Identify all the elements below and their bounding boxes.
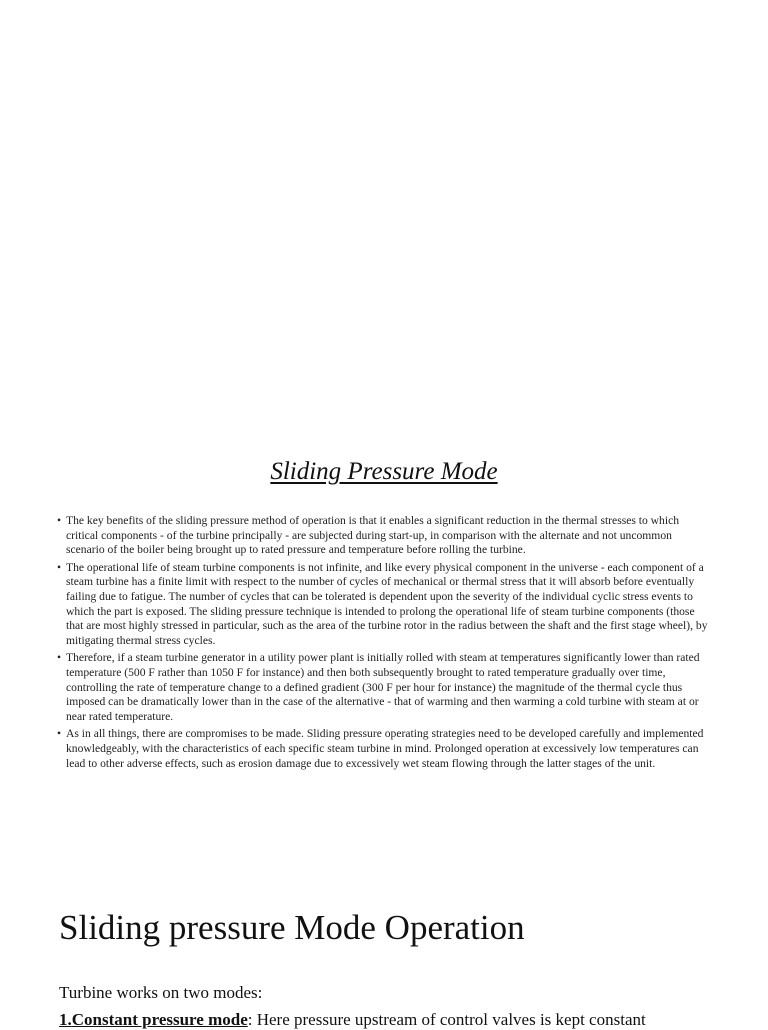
mode-1-title: Constant pressure mode	[71, 1010, 248, 1029]
mode-1-description: : Here pressure upstream of control valves is kept constant	[247, 1010, 646, 1029]
bullet-text: The key benefits of the sliding pressure method of operation is that it enables a significant reduction in the thermal stresses to which critical components - of the turbine principally - are subjected during start-up, in comparison with the alternate and not uncommon scenario of the boiler being brought up to rated pressure and temperature before rolling the turbine.	[66, 514, 680, 557]
list-item	[57, 651, 711, 724]
slide-title: Sliding Pressure Mode	[270, 458, 498, 485]
bullet-dot: •	[57, 560, 62, 574]
bullet-dot: •	[57, 651, 62, 665]
bullet-dot: •	[57, 727, 62, 741]
bullet-text: As in all things, there are compromises to be made. Sliding pressure operating strategies need to be developed carefully and implemented knowledgeably, with the characteristics of each specific steam turbine in mind. Prolonged operation at excessively low temperatures can lead to other adverse effects, such as erosion damage due to excessively wet steam flowing through the latter stages of the unit.	[66, 727, 704, 770]
bullet-list	[57, 514, 711, 774]
mode-1-number: 1.	[59, 1010, 72, 1029]
list-item	[57, 561, 711, 649]
mode-1-line	[59, 1010, 768, 1030]
bullet-dot: •	[57, 514, 62, 527]
section-heading: Sliding pressure Mode Operation	[59, 908, 525, 947]
intro-text: Turbine works on two modes:	[59, 983, 263, 1002]
bullet-text: The operational life of steam turbine components is not infinite, and like every physical component in the universe - each component of a steam turbine has a finite limit with respect to the number of cycles of mechanical or thermal stress that it will absorb before eventually failing due to fatigue. The number of cycles that can be tolerated is dependent upon the severity of the individual cyclic stress events to which the part is exposed. The sliding pressure technique is intended to prolong the operational life of steam turbine components (those that are most highly stressed in particular, such as the area of the turbine rotor in the radius between the shaft and the first stage wheel), by mitigating thermal stress cycles.	[66, 560, 708, 647]
mode-1-name	[59, 1010, 248, 1029]
list-item	[57, 514, 711, 558]
list-item	[57, 727, 711, 771]
bullet-text: Therefore, if a steam turbine generator in a utility power plant is initially rolled with steam at temperatures significantly lower than rated temperature (500 F rather than 1050 F for instance) and then both subsequently brought to rated temperature gradually over time, controlling the rate of temperature change to a defined gradient (300 F per hour for instance) the magnitude of the thermal cycle thus imposed can be dramatically lower than in the case of the alternative - that of warming and then warming a cold turbine with steam at or near rated temperature.	[66, 651, 700, 723]
